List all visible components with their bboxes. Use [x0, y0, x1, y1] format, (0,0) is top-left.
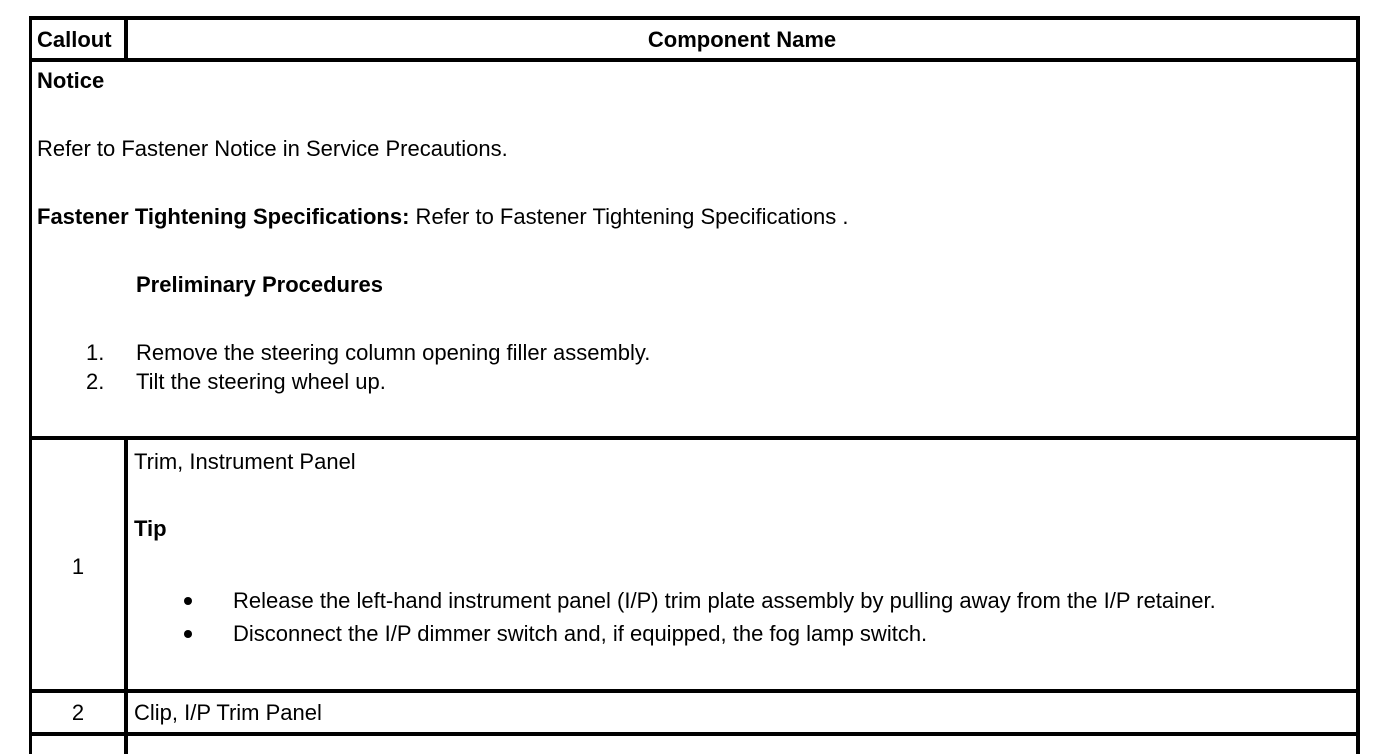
header-bottom-border	[29, 58, 1360, 62]
step-text: Remove the steering column opening filler assembly.	[136, 340, 651, 365]
fastener-spec-text: Refer to Fastener Tightening Specifications .	[409, 204, 849, 229]
step-number: 2.	[86, 369, 105, 394]
preliminary-procedures-title: Preliminary Procedures	[136, 272, 384, 297]
row1-tip-bullet: Release the left-hand instrument panel (I/P) trim plate assembly by pulling away from the I/P retainer.	[233, 588, 1216, 613]
step-number: 1.	[86, 340, 105, 365]
notice-text: Refer to Fastener Notice in Service Precautions.	[37, 136, 508, 161]
fastener-spec-line	[37, 204, 848, 230]
row1-callout: 1	[71, 554, 85, 579]
table-top-border	[29, 16, 1360, 20]
table-left-border	[29, 16, 32, 754]
table-right-border	[1356, 16, 1360, 754]
step-text: Tilt the steering wheel up.	[136, 369, 386, 394]
row2-callout: 2	[71, 700, 85, 725]
bullet-icon	[184, 597, 192, 605]
row1-bottom-border	[29, 689, 1360, 693]
bullet-icon	[184, 630, 192, 638]
notice-bottom-border	[29, 436, 1360, 440]
fastener-spec-label: Fastener Tightening Specifications:	[37, 204, 410, 229]
row1-tip-bullet: Disconnect the I/P dimmer switch and, if equipped, the fog lamp switch.	[233, 621, 928, 646]
header-callout: Callout	[37, 27, 112, 52]
rows-column-divider	[124, 436, 128, 754]
row1-component-name: Trim, Instrument Panel	[134, 449, 356, 474]
row1-tip-title: Tip	[134, 516, 167, 541]
header-component-name: Component Name	[647, 27, 837, 52]
row2-bottom-border	[29, 732, 1360, 736]
notice-title: Notice	[37, 68, 105, 93]
row2-component-name: Clip, I/P Trim Panel	[134, 700, 322, 725]
